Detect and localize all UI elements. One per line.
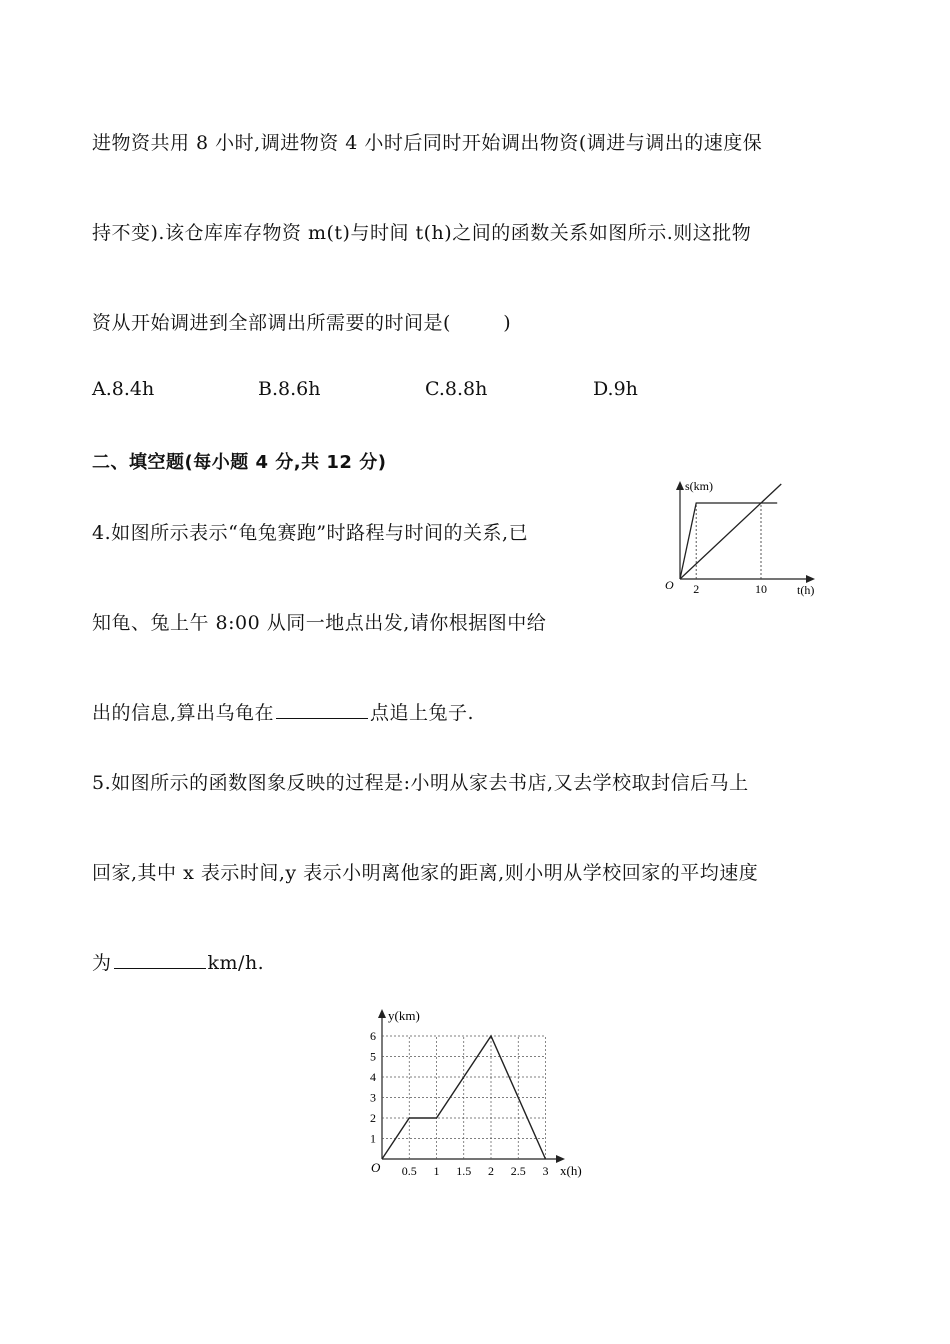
q4-tortoise-hare-chart	[655, 476, 825, 601]
q3-line-1: 进物资共用 8 小时,调进物资 4 小时后同时开始调出物资(调进与调出的速度保	[92, 132, 763, 154]
q4-line-1: 4.如图所示表示“龟兔赛跑”时路程与时间的关系,已	[92, 522, 529, 544]
q5-y-axis-arrow	[378, 1009, 386, 1018]
q4-line-3-text-after: 点追上兔子.	[370, 702, 475, 724]
q5-y-axis-label: y(km)	[388, 1008, 420, 1023]
q5-x-tick-1.5: 1.5	[456, 1164, 472, 1178]
q5-x-tick-2.5: 2.5	[510, 1164, 526, 1178]
q4-origin-label: O	[665, 578, 674, 592]
q4-x-axis-arrow	[806, 575, 815, 583]
q5-x-tick-3: 3	[542, 1164, 549, 1178]
q5-y-tick-5: 5	[370, 1049, 376, 1064]
q5-x-tick-1: 1	[433, 1164, 440, 1178]
q4-line-3-text-before: 出的信息,算出乌龟在	[92, 702, 275, 724]
q4-line-2: 知龟、兔上午 8:00 从同一地点出发,请你根据图中给	[92, 612, 547, 634]
q5-origin-label: O	[371, 1160, 381, 1175]
q4-line-3	[92, 698, 474, 725]
q5-x-tick-0.5: 0.5	[401, 1164, 417, 1178]
q5-line-1: 5.如图所示的函数图象反映的过程是:小明从家去书店,又去学校取封信后马上	[92, 772, 749, 794]
q5-line-2: 回家,其中 x 表示时间,y 表示小明离他家的距离,则小明从学校回家的平均速度	[92, 862, 759, 884]
q4-series-rabbit	[680, 503, 777, 579]
q5-x-axis-label: x(h)	[560, 1163, 582, 1178]
q5-answer-blank[interactable]	[114, 949, 206, 969]
q3-option-c[interactable]: C.8.8h	[425, 378, 488, 400]
q3-option-d[interactable]: D.9h	[593, 378, 638, 400]
q3-line-3: 资从开始调进到全部调出所需要的时间是( )	[92, 312, 512, 334]
q4-x-axis-label: t(h)	[797, 583, 815, 597]
q4-answer-blank[interactable]	[276, 699, 368, 719]
q4-y-axis-label: s(km)	[685, 479, 713, 493]
q5-line-3	[92, 948, 264, 975]
q4-series-turtle	[680, 484, 781, 579]
q5-x-axis-arrow	[556, 1155, 565, 1163]
q5-y-tick-6: 6	[370, 1029, 376, 1043]
q3-line-2: 持不变).该仓库库存物资 m(t)与时间 t(h)之间的函数关系如图所示.则这批物	[92, 222, 752, 244]
q3-option-a[interactable]: A.8.4h	[92, 378, 155, 400]
q3-option-b[interactable]: B.8.6h	[258, 378, 321, 400]
q5-distance-time-chart	[360, 1004, 600, 1184]
q5-line-3-text-before: 为	[92, 952, 112, 974]
q4-tick-label-10: 10	[755, 582, 767, 596]
q5-y-tick-2: 2	[370, 1111, 376, 1125]
q4-tick-label-2: 2	[693, 582, 700, 596]
q4-y-axis-arrow	[676, 481, 684, 490]
q5-x-tick-2: 2	[488, 1164, 494, 1178]
q5-y-tick-4: 4	[370, 1070, 376, 1084]
q5-y-tick-3: 3	[370, 1090, 376, 1105]
q5-line-3-text-after: km/h.	[207, 952, 265, 974]
q5-y-tick-1: 1	[370, 1131, 376, 1146]
section-2-heading: 二、填空题(每小题 4 分,共 12 分)	[92, 452, 387, 473]
